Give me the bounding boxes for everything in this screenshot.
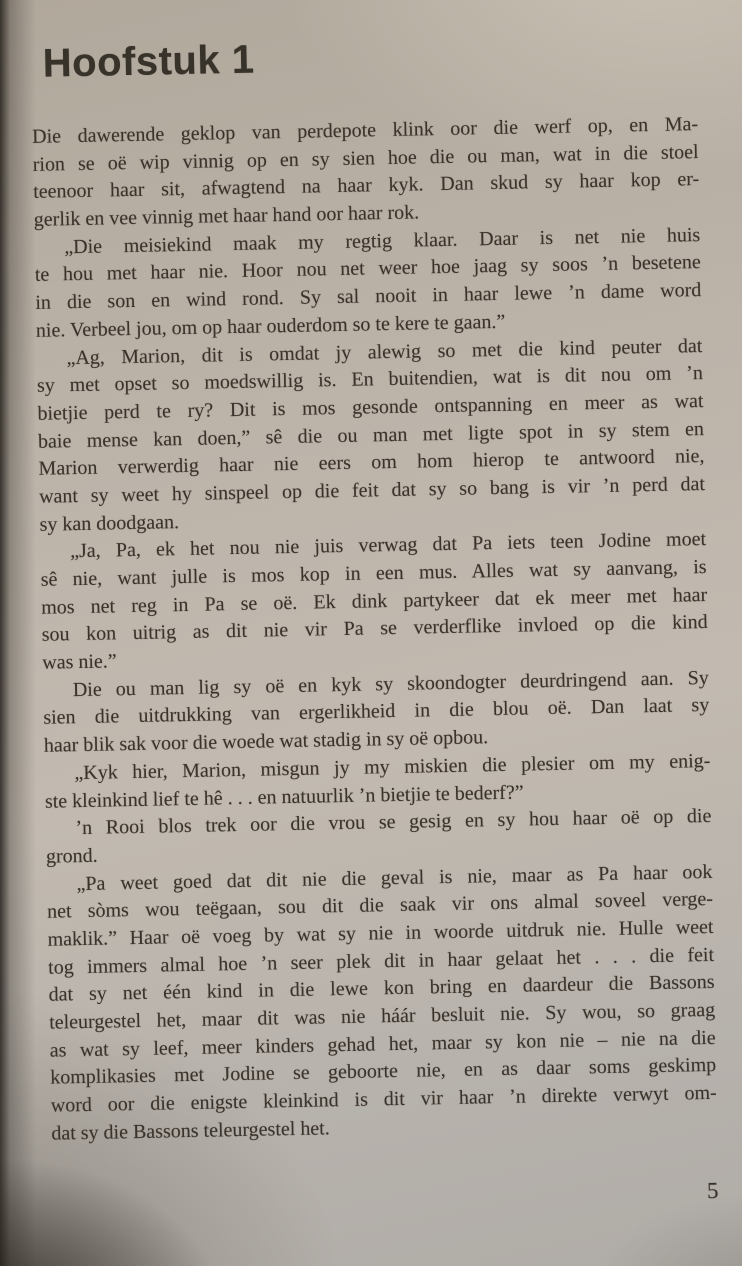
text-line: „Pa weet goed dat dit nie die geval is nie, maar as Pa haar ook — [76, 860, 713, 895]
text-line: „Ag, Marion, dit is omdat jy alewig so met die kind peuter dat — [66, 334, 703, 369]
page-content — [30, 29, 717, 1148]
text-line: „Die meisiekind maak my regtig klaar. Daar is net nie huis — [64, 223, 701, 258]
text-line: komplikasies met Jodine se geboorte nie, en as daar soms geskimp — [50, 1054, 717, 1090]
text-line: teleurgestel het, maar dit was nie háár besluit nie. Sy wou, so graag — [48, 998, 716, 1034]
text-line: sien die uitdrukking van ergerlikheid in die blou oë. Dan laat sy — [43, 694, 710, 730]
text-line: sy met opset so moedswillig is. En buitendien, wat is dit nou om ’n — [36, 362, 704, 397]
text-line: tog immers almal hoe ’n seer plek dit in haar gelaat het . . . die feit — [47, 943, 715, 979]
text-line: Die ou man lig sy oë en kyk sy skoondogter deurdringend aan. Sy — [72, 666, 709, 701]
text-line: „Ja, Pa, ek het nou nie juis verwag dat Pa iets teen Jodine moet — [69, 528, 707, 563]
text-line: was nie.” — [42, 650, 117, 674]
paragraph — [36, 333, 706, 540]
text-line: dat sy die Bassons teleurgestel het. — [51, 1117, 330, 1145]
text-line: sê nie, want julle is mos kop in een mus. Alles wat sy aanvang, is — [40, 555, 707, 591]
text-line: „Kyk hier, Marion, misgun jy my miskien die plesier om my enig- — [74, 749, 711, 784]
text-line: rion se oë wip vinnig op en sy sien hoe die ou man, wat in die stoel — [32, 140, 699, 176]
chapter-heading: Hoofstuk 1 — [42, 37, 255, 86]
text-line: sy kan doodgaan. — [39, 510, 180, 536]
text-line: mos net reg in Pa se oë. Ek dink partykeer dat ek meer met haar — [41, 583, 708, 619]
text-line: Die dawerende geklop van perdepote klink oor die werf op, en Ma- — [31, 113, 699, 148]
paragraph — [43, 665, 710, 761]
paragraph — [32, 111, 700, 235]
text-line: want sy weet hy sinspeel op die feit dat sy so bang is vir ’n perd dat — [38, 472, 706, 508]
text-line: in die son en wind rond. Sy sal nooit in haar lewe ’n dame word — [35, 279, 702, 314]
text-line: net sòms wou teëgaan, sou dit die saak vir ons almal soveel verge- — [46, 888, 714, 923]
paragraph — [40, 526, 709, 677]
text-line: maklik.” Haar oë voeg by wat sy nie in woorde uitdruk nie. Hulle weet — [47, 915, 714, 951]
text-line: ste kleinkind lief te hê . . . en natuurlik ’n bietjie te bederf?” — [44, 781, 524, 813]
paragraph — [34, 222, 702, 346]
text-line: sou kon uitrig as dit nie vir Pa se verderflike invloed op die kind — [41, 611, 708, 647]
text-line: ’n Rooi blos trek oor die vrou se gesig en sy hou haar oë op die — [75, 805, 712, 840]
text-line: Marion verwerdig haar nie eers om hom hierop te antwoord nie, — [38, 445, 705, 481]
page-number: 5 — [706, 1177, 719, 1204]
text-line: word oor die enigste kleinkind is dit vir haar ’n direkte verwyt om- — [50, 1081, 717, 1117]
text-line: te hou met haar nie. Hoor nou net weer hoe jaag sy soos ’n besetene — [34, 251, 701, 287]
text-line: baie mense kan doen,” sê die ou man met ligte spot in sy stem en — [37, 417, 705, 453]
text-line: as wat sy leef, meer kinders gehad het, maar sy kon nie – nie na die — [49, 1026, 716, 1062]
text-line: teenoor haar sit, afwagtend na haar kyk. Dan skud sy haar kop er- — [33, 168, 700, 204]
text-line: bietjie perd te ry? Dit is mos gesonde ontspanning en meer as wat — [37, 389, 704, 425]
text-line: dat sy net één kind in die lewe kon bring en daardeur die Bassons — [48, 971, 715, 1007]
text-line: grond. — [45, 844, 98, 868]
body-text — [32, 111, 718, 1148]
text-line: haar blik sak voor die woede wat stadig in sy oë opbou. — [43, 726, 489, 757]
text-line: nie. Verbeel jou, om op haar ouderdom so te kere te gaan.” — [35, 310, 506, 342]
paragraph — [46, 858, 717, 1148]
text-line: gerlik en vee vinnig met haar hand oor haar rok. — [33, 201, 420, 231]
